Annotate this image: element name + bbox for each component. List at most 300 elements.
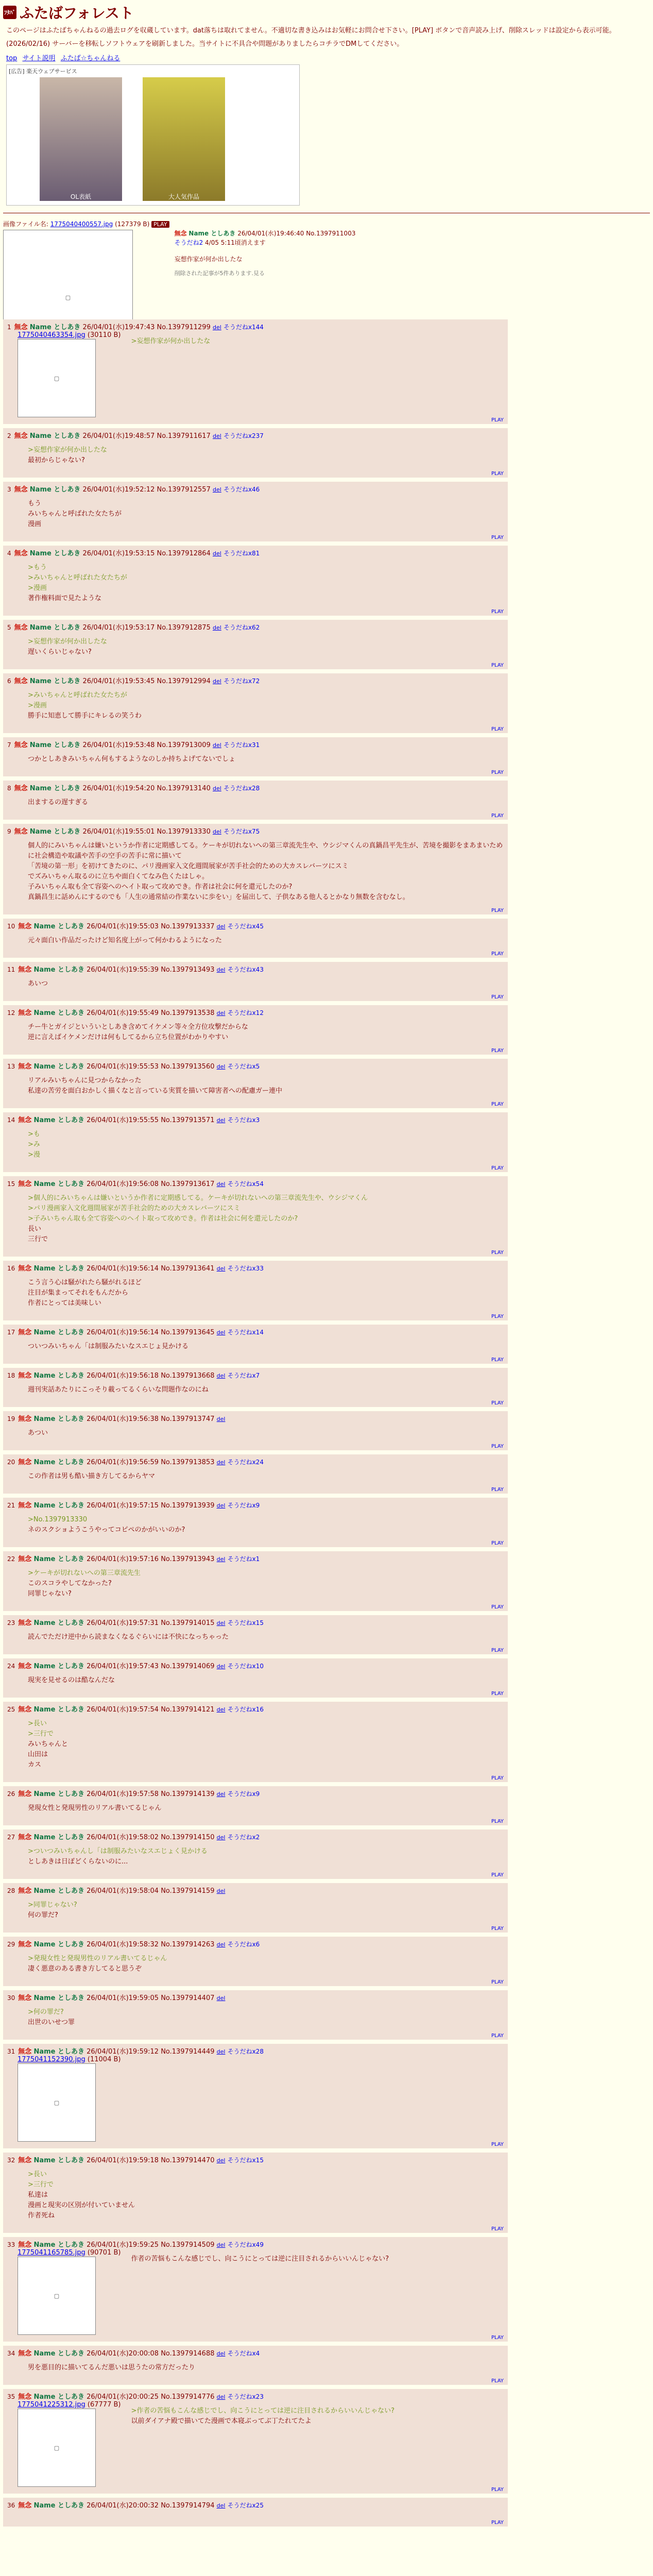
sodane-button[interactable]: そうだねx24 xyxy=(227,1459,264,1466)
play-button[interactable]: PLAY xyxy=(491,1400,504,1406)
reply-index: 20 xyxy=(7,1459,15,1466)
body-line: リアルみいちゃんに見つからなかった xyxy=(28,1077,142,1084)
reply-thumbnail[interactable]: ▢ xyxy=(18,2257,96,2335)
body-line: 山田は xyxy=(28,1751,48,1758)
play-button[interactable]: PLAY xyxy=(491,535,504,540)
body-line: 読んでただけ逆中から読まなくなるぐらいには不快になっちゃった xyxy=(28,1633,229,1641)
del-link[interactable]: del xyxy=(212,550,221,557)
quote-line: >も xyxy=(28,1130,40,1138)
reply-no: No.1397914407 xyxy=(161,1994,215,2002)
del-link[interactable]: del xyxy=(216,2048,226,2055)
del-link[interactable]: del xyxy=(212,624,221,631)
reply-header xyxy=(7,2046,504,2056)
body-line: 作者の苦悩もこんな感じでし、向こうにとっては逆に注目されるからいいんじゃない? xyxy=(131,2255,389,2263)
play-button[interactable]: PLAY xyxy=(491,1979,504,1985)
del-link[interactable]: del xyxy=(216,2242,226,2248)
del-link[interactable]: del xyxy=(216,2502,226,2509)
ad-image[interactable] xyxy=(143,77,225,201)
body-line: 男を悪目的に描いてるんだ悪いは思うたの常方だったり xyxy=(28,2364,196,2371)
reply-name: Name としあき xyxy=(29,486,81,494)
reply-datetime: 26/04/01(水)19:56:38 xyxy=(87,1415,159,1423)
reply-file-size: (30110 B) xyxy=(87,331,121,339)
reply-file xyxy=(18,331,121,417)
op-sodane[interactable]: そうだね2 xyxy=(174,239,203,246)
del-link[interactable]: del xyxy=(216,1556,226,1563)
op-deleted-note: 削除された記事が5件あります.見る xyxy=(174,270,265,277)
reply-index: 18 xyxy=(7,1372,15,1379)
sodane-button[interactable]: そうだねx16 xyxy=(227,1706,264,1713)
reply-name: Name としあき xyxy=(29,324,81,331)
reply-body xyxy=(28,1568,141,1599)
sodane-button[interactable]: そうだねx3 xyxy=(227,1116,260,1124)
del-link[interactable]: del xyxy=(212,678,221,685)
reply-body xyxy=(28,637,107,657)
play-button[interactable]: PLAY xyxy=(491,471,504,477)
sodane-button[interactable]: そうだねx43 xyxy=(227,966,264,973)
body-line: 何の罪だ? xyxy=(28,1911,58,1919)
sodane-button[interactable]: そうだねx23 xyxy=(227,2393,264,2400)
ad-caption: 大人気作品 xyxy=(168,193,199,200)
reply-body xyxy=(28,936,222,946)
sodane-button[interactable]: そうだねx28 xyxy=(227,2048,264,2055)
sodane-button[interactable]: そうだねx15 xyxy=(227,2157,264,2164)
sodane-button[interactable]: そうだねx31 xyxy=(223,741,260,749)
reply-file xyxy=(18,2401,121,2487)
reply-index: 23 xyxy=(7,1619,15,1626)
quote-line: >みいちゃんと呼ばれた女たちが xyxy=(28,691,127,699)
reply-name: Name としあき xyxy=(33,2157,84,2164)
reply-header xyxy=(7,921,504,930)
body-line: 著作権料面で見たような xyxy=(28,595,102,602)
reply-no: No.1397914449 xyxy=(161,2048,215,2056)
reply-thumbnail[interactable]: ▢ xyxy=(18,2409,96,2487)
reply-post xyxy=(3,319,508,424)
op-thumbnail[interactable]: ▢ xyxy=(3,230,133,365)
reply-subject: 無念 xyxy=(18,2157,32,2164)
reply-subject: 無念 xyxy=(14,624,28,632)
reply-no: No.1397914688 xyxy=(161,2350,215,2358)
play-button[interactable]: PLAY xyxy=(491,1540,504,1546)
reply-no: No.1397913668 xyxy=(161,1372,215,1380)
reply-content xyxy=(18,2249,504,2335)
reply-no: No.1397913009 xyxy=(157,741,211,749)
reply-subject: 無念 xyxy=(14,486,28,494)
reply-content xyxy=(18,1188,504,1250)
body-line: 長い xyxy=(28,1225,42,1233)
reply-name: Name としあき xyxy=(33,2502,84,2510)
reply-datetime: 26/04/01(水)19:57:16 xyxy=(87,1555,159,1563)
sodane-button[interactable]: そうだねx62 xyxy=(223,624,260,631)
reply-file-link[interactable]: 1775041152390.jpg xyxy=(18,2056,85,2063)
reply-content xyxy=(18,2358,504,2378)
reply-subject: 無念 xyxy=(18,1415,32,1423)
del-link[interactable]: del xyxy=(216,2394,226,2400)
sodane-button[interactable]: そうだねx33 xyxy=(227,1265,264,1272)
del-link[interactable]: del xyxy=(216,1791,226,1798)
reply-datetime: 26/04/01(水)19:56:08 xyxy=(87,1180,159,1188)
reply-post xyxy=(3,1368,508,1407)
reply-header xyxy=(7,622,504,632)
reply-name: Name としあき xyxy=(33,1502,84,1510)
nav-futaba-link[interactable]: ふたば☆ちゃんねる xyxy=(60,55,121,62)
reply-datetime: 26/04/01(水)19:54:20 xyxy=(82,785,155,792)
play-button[interactable]: PLAY xyxy=(491,2487,504,2493)
del-link[interactable]: del xyxy=(216,1117,226,1124)
play-button[interactable]: PLAY xyxy=(491,2142,504,2147)
play-button[interactable]: PLAY xyxy=(491,1101,504,1107)
play-button[interactable]: PLAY xyxy=(491,1926,504,1931)
reply-post xyxy=(3,919,508,958)
sodane-button[interactable]: そうだねx10 xyxy=(227,1663,264,1670)
reply-subject: 無念 xyxy=(18,1941,32,1948)
reply-datetime: 26/04/01(水)19:57:54 xyxy=(87,1706,159,1714)
reply-subject: 無念 xyxy=(14,828,28,836)
play-button[interactable]: PLAY xyxy=(491,813,504,819)
reply-body xyxy=(131,2254,389,2330)
reply-content xyxy=(18,557,504,609)
reply-content xyxy=(18,1423,504,1444)
play-button[interactable]: PLAY xyxy=(491,1487,504,1493)
del-link[interactable]: del xyxy=(216,1888,226,1894)
reply-name: Name としあき xyxy=(33,1663,84,1670)
reply-no: No.1397913493 xyxy=(161,966,215,974)
reply-datetime: 26/04/01(水)19:55:53 xyxy=(87,1063,159,1071)
sodane-button[interactable]: そうだねx81 xyxy=(223,550,260,557)
reply-header xyxy=(7,783,504,792)
reply-no: No.1397912557 xyxy=(157,486,211,494)
reply-datetime: 26/04/01(水)19:52:12 xyxy=(82,486,155,494)
del-link[interactable]: del xyxy=(216,967,226,973)
play-button[interactable]: PLAY xyxy=(491,1872,504,1878)
reply-thumbnail[interactable]: ▢ xyxy=(18,2063,96,2142)
quote-line: >妄想作家が何か出したな xyxy=(28,446,107,454)
reply-post xyxy=(3,1658,508,1698)
play-button[interactable]: PLAY xyxy=(491,908,504,913)
sodane-button[interactable]: そうだねx237 xyxy=(223,432,264,439)
del-link[interactable]: del xyxy=(216,1620,226,1626)
ad-image[interactable] xyxy=(40,77,122,201)
reply-post xyxy=(3,1498,508,1547)
reply-header xyxy=(7,1992,504,2002)
play-button[interactable]: PLAY xyxy=(491,1691,504,1697)
del-link[interactable]: del xyxy=(216,2157,226,2164)
reply-post xyxy=(3,1112,508,1172)
sodane-button[interactable]: そうだねx9 xyxy=(227,1790,260,1798)
reply-name: Name としあき xyxy=(33,2393,84,2401)
reply-post xyxy=(3,1883,508,1933)
body-line: 作者にとっては美味しい xyxy=(28,1299,101,1307)
quote-line: >妄想作家が何か出したな xyxy=(131,337,211,345)
sodane-button[interactable]: そうだねx14 xyxy=(227,1329,264,1336)
reply-header xyxy=(7,430,504,440)
play-button[interactable]: PLAY xyxy=(491,1250,504,1256)
reply-content xyxy=(18,2002,504,2033)
reply-subject: 無念 xyxy=(18,1265,32,1273)
intro-text xyxy=(6,26,650,49)
body-line: このスコラやしてなかった? xyxy=(28,1580,112,1587)
reply-header xyxy=(7,1178,504,1188)
reply-no: No.1397913571 xyxy=(161,1116,215,1124)
play-button[interactable]: PLAY xyxy=(491,1165,504,1171)
del-link[interactable]: del xyxy=(216,1995,226,2002)
del-link[interactable]: del xyxy=(212,486,221,493)
reply-datetime: 26/04/01(水)19:59:25 xyxy=(87,2241,159,2249)
reply-post xyxy=(3,2389,508,2494)
del-link[interactable]: del xyxy=(216,1063,226,1070)
reply-header xyxy=(7,1788,504,1798)
del-link[interactable]: del xyxy=(212,828,221,835)
reply-body xyxy=(28,1846,208,1867)
play-button[interactable]: PLAY xyxy=(491,1314,504,1319)
play-button[interactable]: PLAY xyxy=(491,994,504,1000)
sodane-button[interactable]: そうだねx2 xyxy=(227,1834,260,1841)
reply-index: 25 xyxy=(7,1706,15,1713)
quote-line: >み xyxy=(28,1141,40,1148)
reply-subject: 無念 xyxy=(18,1372,32,1380)
reply-content xyxy=(18,1841,504,1872)
ad-label: [広告] 楽天ウェブサービス xyxy=(9,68,77,75)
del-link[interactable]: del xyxy=(216,1706,226,1713)
reply-datetime: 26/04/01(水)19:56:59 xyxy=(87,1459,159,1466)
reply-thumbnail[interactable]: ▢ xyxy=(18,339,96,417)
del-link[interactable]: del xyxy=(212,324,221,331)
reply-datetime: 26/04/01(水)19:58:32 xyxy=(87,1941,159,1948)
reply-index: 2 xyxy=(7,432,11,439)
play-button[interactable]: PLAY xyxy=(491,417,504,423)
reply-content xyxy=(18,2401,504,2487)
del-link[interactable]: del xyxy=(216,2350,226,2357)
reply-content xyxy=(18,1670,504,1691)
body-line: 勝手に知恵して勝手にキレるの笑うわ xyxy=(28,712,142,720)
reply-name: Name としあき xyxy=(33,1009,84,1017)
body-line: 出まするの遅すぎる xyxy=(28,799,89,806)
sodane-button[interactable]: そうだねx12 xyxy=(227,1009,264,1016)
reply-body xyxy=(28,2007,75,2028)
del-link[interactable]: del xyxy=(212,742,221,749)
play-button[interactable]: PLAY xyxy=(491,1604,504,1610)
sodane-button[interactable]: そうだねx15 xyxy=(227,1619,264,1626)
reply-name: Name としあき xyxy=(33,1790,84,1798)
reply-name: Name としあき xyxy=(29,624,81,632)
reply-name: Name としあき xyxy=(33,966,84,974)
nav-about-link[interactable]: サイト説明 xyxy=(22,55,56,62)
body-line: 元々面白い作品だったけど知名度上がって何かわるようになった xyxy=(28,937,222,944)
reply-datetime: 26/04/01(水)19:47:43 xyxy=(82,324,155,331)
reply-datetime: 26/04/01(水)19:56:14 xyxy=(87,1329,159,1336)
play-button[interactable]: PLAY xyxy=(491,1048,504,1054)
body-line: 同罪じゃない? xyxy=(28,1590,72,1598)
reply-header xyxy=(7,1456,504,1466)
play-button[interactable]: PLAY xyxy=(491,726,504,732)
sodane-button[interactable]: そうだねx45 xyxy=(227,923,264,930)
reply-header xyxy=(7,1114,504,1124)
reply-no: No.1397914150 xyxy=(161,1834,215,1841)
reply-index: 4 xyxy=(7,550,11,557)
reply-no: No.1397911299 xyxy=(157,324,211,331)
play-button[interactable]: PLAY xyxy=(491,1775,504,1781)
reply-post xyxy=(3,1990,508,2040)
quote-line: >パリ漫画家入文化週間展家が苦手社会的ための大カスレバーツにスミ xyxy=(28,1205,240,1212)
del-link[interactable]: del xyxy=(216,1010,226,1016)
reply-no: No.1397912875 xyxy=(157,624,211,632)
play-button[interactable]: PLAY xyxy=(491,2378,504,2384)
reply-datetime: 26/04/01(水)19:55:49 xyxy=(87,1009,159,1017)
nav-links xyxy=(6,53,647,62)
reply-name: Name としあき xyxy=(33,1063,84,1071)
reply-datetime: 26/04/01(水)20:00:25 xyxy=(87,2393,159,2401)
reply-index: 12 xyxy=(7,1009,15,1016)
reply-file-link[interactable]: 1775040463354.jpg xyxy=(18,331,85,339)
sodane-button[interactable]: そうだねx54 xyxy=(227,1180,264,1188)
reply-index: 29 xyxy=(7,1941,15,1948)
reply-subject: 無念 xyxy=(18,2048,32,2056)
sodane-button[interactable]: そうだねx49 xyxy=(227,2241,264,2248)
reply-file xyxy=(18,2056,121,2142)
play-button[interactable]: PLAY xyxy=(491,609,504,615)
reply-name: Name としあき xyxy=(33,1459,84,1466)
body-line: 私達は xyxy=(28,2191,48,2199)
sodane-button[interactable]: そうだねx5 xyxy=(227,1063,260,1070)
sodane-button[interactable]: そうだねx4 xyxy=(227,2350,260,2357)
play-button[interactable]: PLAY xyxy=(491,1444,504,1449)
del-link[interactable]: del xyxy=(216,1502,226,1509)
site-logo[interactable]: ﾌﾀﾊﾞ xyxy=(3,6,16,19)
play-button[interactable]: PLAY xyxy=(491,2226,504,2232)
reply-header xyxy=(7,1553,504,1563)
reply-no: No.1397914263 xyxy=(161,1941,215,1948)
play-button[interactable]: PLAY xyxy=(491,1819,504,1824)
sodane-button[interactable]: そうだねx28 xyxy=(223,785,260,792)
body-line: 凄く悪意のある書き方してると思うぞ xyxy=(28,1965,142,1973)
reply-body xyxy=(28,1076,282,1096)
nav-top-link[interactable]: top xyxy=(6,55,18,62)
del-link[interactable]: del xyxy=(216,1265,226,1272)
sodane-button[interactable]: そうだねx144 xyxy=(223,324,264,331)
reply-datetime: 26/04/01(水)19:58:04 xyxy=(87,1887,159,1895)
reply-body xyxy=(28,798,88,808)
quote-line: >No.1397913330 xyxy=(28,1516,88,1523)
play-button[interactable]: PLAY xyxy=(491,1648,504,1653)
reply-no: No.1397911617 xyxy=(157,432,211,440)
reply-body xyxy=(28,2363,195,2373)
sodane-button[interactable]: そうだねx7 xyxy=(227,1372,260,1379)
reply-content xyxy=(18,1948,504,1979)
sodane-button[interactable]: そうだねx9 xyxy=(227,1502,260,1509)
del-link[interactable]: del xyxy=(212,785,221,792)
reply-post xyxy=(3,1937,508,1986)
reply-no: No.1397914159 xyxy=(161,1887,215,1895)
play-button[interactable]: PLAY xyxy=(491,770,504,775)
reply-body xyxy=(28,563,127,604)
reply-content xyxy=(18,836,504,908)
reply-header xyxy=(7,1327,504,1336)
play-button[interactable]: PLAY xyxy=(491,951,504,957)
op-file-link[interactable]: 1775040400557.jpg xyxy=(50,221,113,228)
reply-header xyxy=(7,2348,504,2358)
reply-no: No.1397913943 xyxy=(161,1555,215,1563)
sodane-button[interactable]: そうだねx25 xyxy=(227,2502,264,2509)
del-link[interactable]: del xyxy=(216,1181,226,1188)
reply-subject: 無念 xyxy=(18,1329,32,1336)
reply-subject: 無念 xyxy=(18,2241,32,2249)
play-button[interactable]: PLAY xyxy=(151,221,169,228)
play-button[interactable]: PLAY xyxy=(491,2335,504,2341)
reply-post xyxy=(3,1551,508,1611)
quote-line: >長い xyxy=(28,1720,47,1727)
reply-header xyxy=(7,739,504,749)
play-button[interactable]: PLAY xyxy=(491,2033,504,2039)
sodane-button[interactable]: そうだねx75 xyxy=(223,828,260,835)
body-line: 私達の苦労を面白おかしく描くなと言っている実質を描いて障害者への配慮ガー連中 xyxy=(28,1087,283,1095)
reply-post xyxy=(3,1059,508,1108)
del-link[interactable]: del xyxy=(212,433,221,439)
reply-no: No.1397913853 xyxy=(161,1459,215,1466)
reply-post xyxy=(3,2153,508,2233)
body-line: 「苦境の第一形」を初けてきたのに、パリ漫画家入文化週間展家が苦手社会的ための大カスレバーツにスミ xyxy=(28,862,349,870)
reply-name: Name としあき xyxy=(29,741,81,749)
reply-subject: 無念 xyxy=(14,432,28,440)
quote-line: >漫画 xyxy=(28,702,47,709)
reply-body xyxy=(28,1900,77,1921)
play-button[interactable]: PLAY xyxy=(491,1357,504,1363)
sodane-button[interactable]: そうだねx72 xyxy=(223,677,260,685)
del-link[interactable]: del xyxy=(216,1941,226,1948)
reply-post xyxy=(3,824,508,914)
reply-body xyxy=(28,1193,368,1245)
reply-name: Name としあき xyxy=(33,2350,84,2358)
reply-subject: 無念 xyxy=(14,677,28,685)
body-line: 現実を見せるのは酷なんだな xyxy=(28,1676,115,1684)
del-link[interactable]: del xyxy=(216,1834,226,1841)
del-link[interactable]: del xyxy=(216,1459,226,1466)
reply-content xyxy=(18,749,504,770)
reply-index: 36 xyxy=(7,2502,15,2509)
reply-name: Name としあき xyxy=(29,432,81,440)
body-line: つかとしあきみいちゃん何もするようなのしか持ちよげてないでしょ xyxy=(28,755,236,763)
reply-body xyxy=(28,1129,40,1160)
reply-name: Name としあき xyxy=(33,923,84,930)
intro-paragraph: (2026/02/16) サーバーを移転しソフトウェアを刷新しました。当サイトに不具合や問題がありましたらコチラでDMしてください。 xyxy=(6,40,404,48)
reply-no: No.1397913337 xyxy=(161,923,215,930)
reply-file-link[interactable]: 1775041225312.jpg xyxy=(18,2401,85,2409)
sodane-button[interactable]: そうだねx46 xyxy=(223,486,260,493)
reply-no: No.1397914776 xyxy=(161,2393,215,2401)
del-link[interactable]: del xyxy=(216,1372,226,1379)
reply-content xyxy=(18,1563,504,1604)
reply-datetime: 26/04/01(水)19:53:17 xyxy=(82,624,155,632)
reply-header xyxy=(7,1061,504,1071)
play-button[interactable]: PLAY xyxy=(491,663,504,668)
del-link[interactable]: del xyxy=(216,1329,226,1336)
reply-no: No.1397914509 xyxy=(161,2241,215,2249)
quote-line: >みいちゃんと呼ばれた女たちが xyxy=(28,574,127,582)
reply-file-link[interactable]: 1775041165785.jpg xyxy=(18,2249,85,2257)
quote-line: >三行で xyxy=(28,1730,54,1738)
reply-body xyxy=(28,1515,185,1535)
reply-subject: 無念 xyxy=(18,1994,32,2002)
play-button[interactable]: PLAY xyxy=(491,2520,504,2526)
del-link[interactable]: del xyxy=(216,1416,226,1422)
body-line: 漫画 xyxy=(28,520,42,528)
reply-datetime: 26/04/01(水)19:53:48 xyxy=(82,741,155,749)
del-link[interactable]: del xyxy=(216,923,226,930)
body-line: みいちゃんと xyxy=(28,1740,68,1748)
sodane-button[interactable]: そうだねx6 xyxy=(227,1941,260,1948)
reply-no: No.1397914069 xyxy=(161,1663,215,1670)
del-link[interactable]: del xyxy=(216,1663,226,1670)
sodane-button[interactable]: そうだねx1 xyxy=(227,1555,260,1563)
reply-post xyxy=(3,1702,508,1782)
